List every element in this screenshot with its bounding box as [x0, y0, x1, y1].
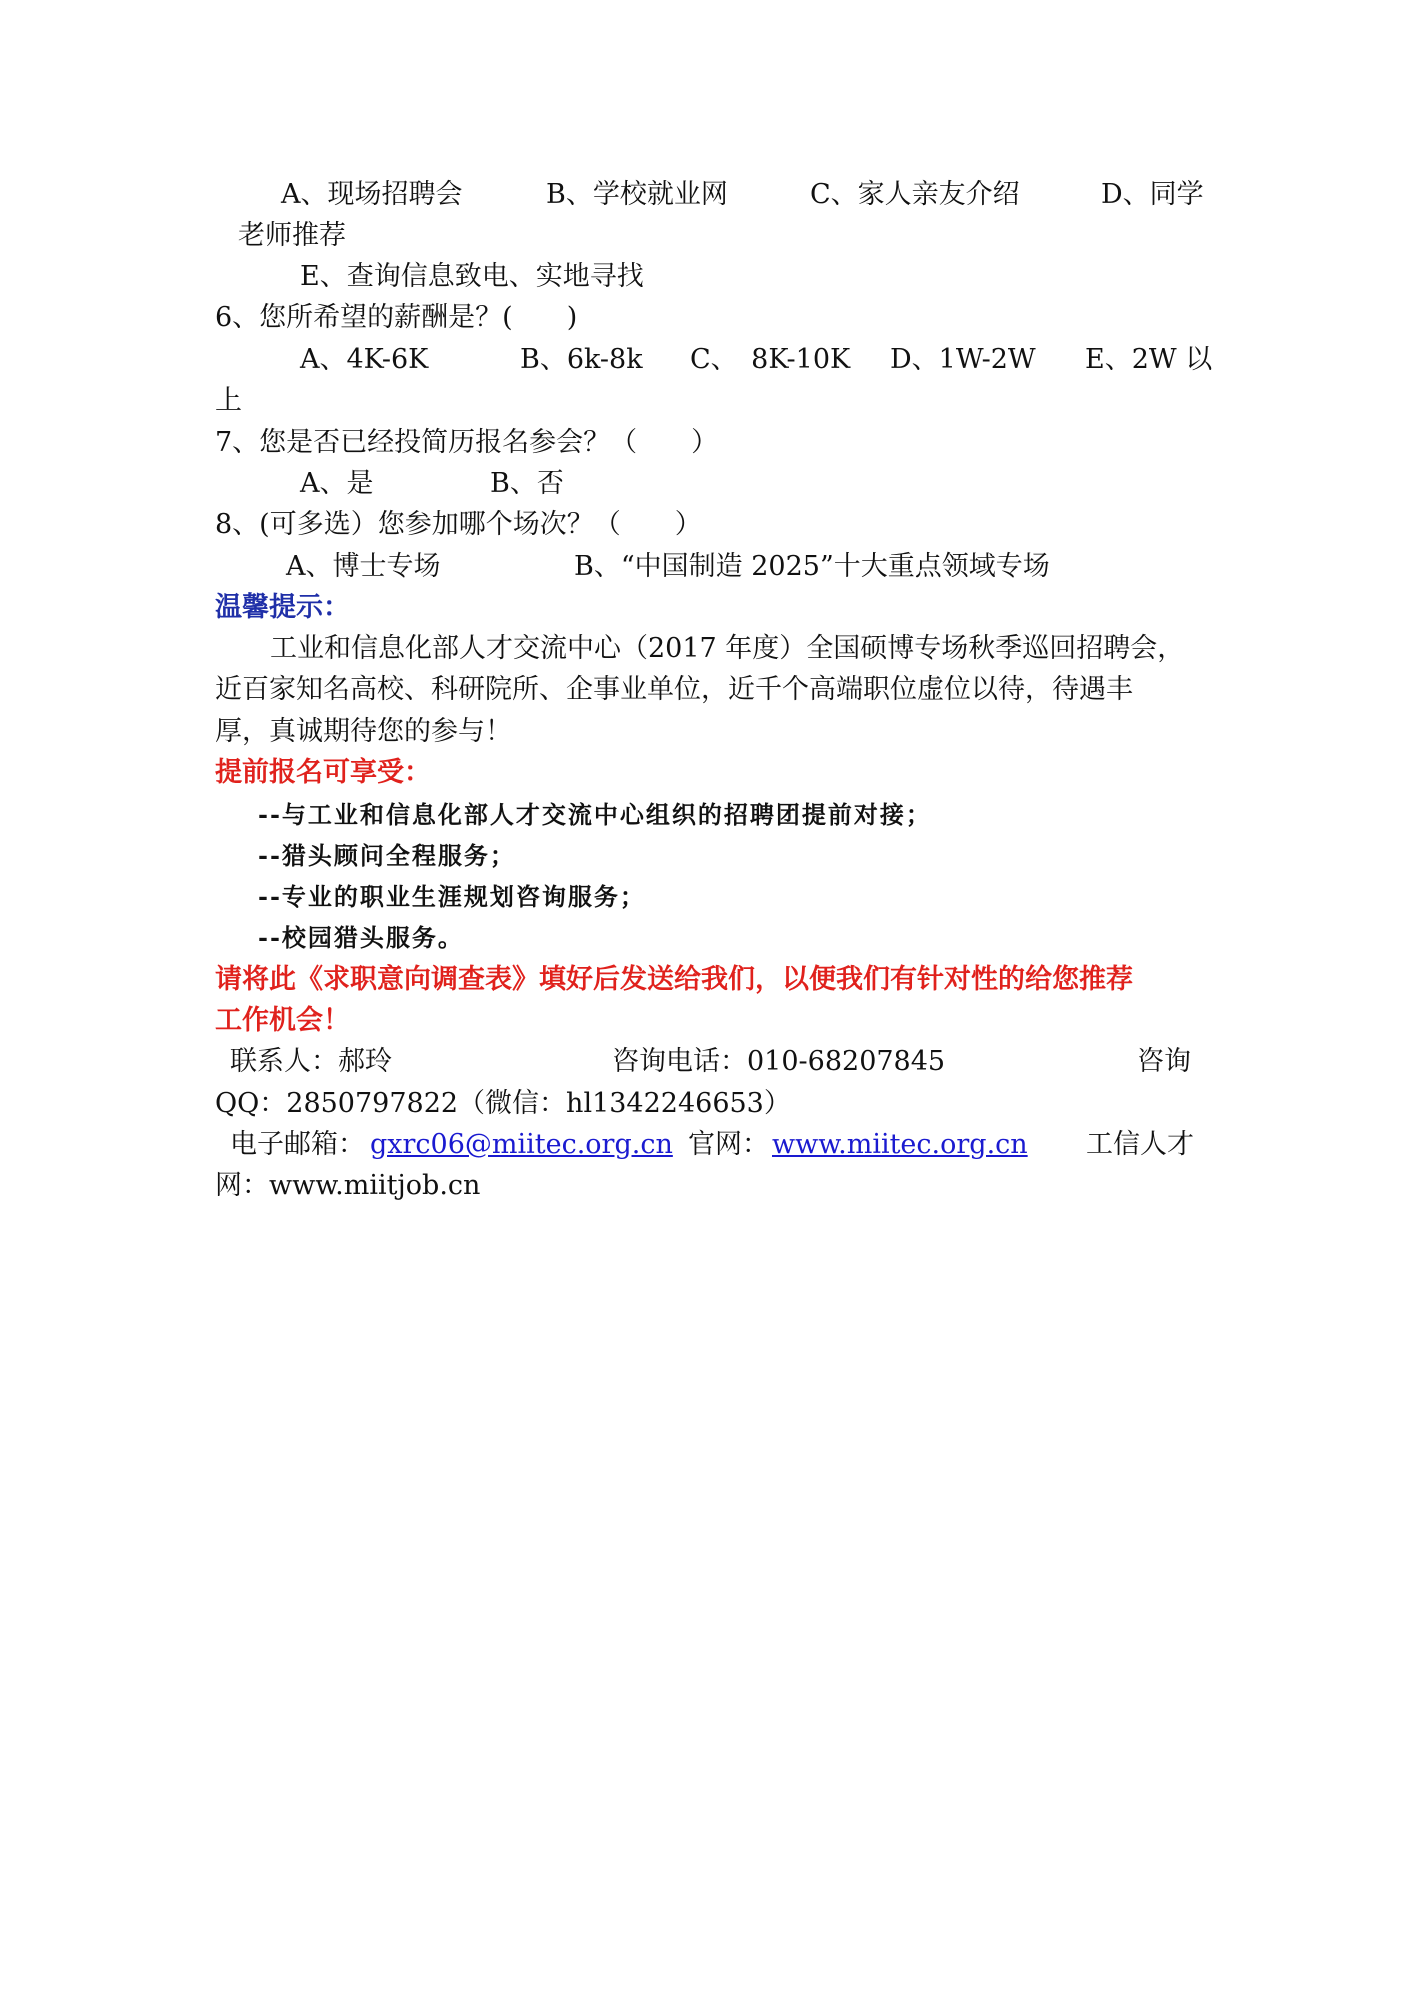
q5-option-d: D、同学: [1101, 179, 1204, 210]
q5-option-c: C、家人亲友介绍: [810, 179, 1020, 210]
q8-question: 8、(可多选）您参加哪个场次？（ ）: [215, 509, 702, 540]
q7-option-a: A、是: [300, 468, 374, 499]
q7-question: 7、您是否已经投简历报名参会？（ ）: [215, 427, 719, 458]
contact-phone: 咨询电话：010-68207845: [612, 1046, 946, 1077]
benefit-item: --猎头顾问全程服务；: [258, 841, 516, 870]
tips-paragraph-line-3: 厚，真诚期待您的参与！: [215, 716, 512, 747]
contact-qq-label: 咨询: [1137, 1046, 1191, 1077]
tips-paragraph-line-1: 工业和信息化部人才交流中心（2017 年度）全国硕博专场秋季巡回招聘会，: [270, 633, 1185, 664]
contact-qq-line: QQ：2850797822（微信：hl1342246653）: [215, 1088, 791, 1119]
contact-site-label: 官网：: [688, 1129, 769, 1160]
q6-option-b: B、6k-8k: [520, 344, 643, 375]
q5-option-a: A、现场招聘会: [281, 179, 463, 210]
benefits-heading: 提前报名可享受：: [215, 757, 431, 788]
benefit-item: --专业的职业生涯规划咨询服务；: [258, 882, 646, 911]
contact-job-line: 网：www.miitjob.cn: [215, 1170, 481, 1201]
tips-paragraph-line-2: 近百家知名高校、科研院所、企事业单位，近千个高端职位虚位以待，待遇丰: [215, 674, 1133, 705]
q6-option-d: D、1W-2W: [890, 344, 1036, 375]
contact-person: 联系人：郝玲: [230, 1046, 392, 1077]
benefit-item: --与工业和信息化部人才交流中心组织的招聘团提前对接；: [258, 800, 932, 829]
q6-option-a: A、4K-6K: [300, 344, 429, 375]
notice-line-1: 请将此《求职意向调查表》填好后发送给我们，以便我们有针对性的给您推荐: [215, 964, 1133, 995]
q6-option-e-continued: 上: [215, 385, 242, 416]
q6-option-e: E、2W 以: [1085, 344, 1213, 375]
q6-question: 6、您所希望的薪酬是？( ): [215, 302, 578, 333]
q8-option-a: A、博士专场: [286, 551, 441, 582]
contact-email-label: 电子邮箱：: [230, 1129, 365, 1160]
notice-line-2: 工作机会！: [215, 1005, 350, 1036]
contact-job-label: 工信人才: [1086, 1129, 1194, 1160]
q5-option-d-continued: 老师推荐: [238, 220, 346, 251]
contact-email-link[interactable]: gxrc06@miitec.org.cn: [370, 1129, 673, 1160]
q7-option-b: B、否: [490, 468, 564, 499]
q5-option-b: B、学校就业网: [546, 179, 728, 210]
q6-option-c: C、 8K-10K: [690, 344, 851, 375]
q8-option-b: B、“中国制造 2025”十大重点领域专场: [574, 551, 1050, 582]
benefit-item: --校园猎头服务。: [258, 923, 464, 952]
tips-heading: 温馨提示：: [215, 592, 350, 623]
q5-option-e: E、查询信息致电、实地寻找: [300, 261, 644, 292]
contact-site-link[interactable]: www.miitec.org.cn: [772, 1129, 1028, 1160]
